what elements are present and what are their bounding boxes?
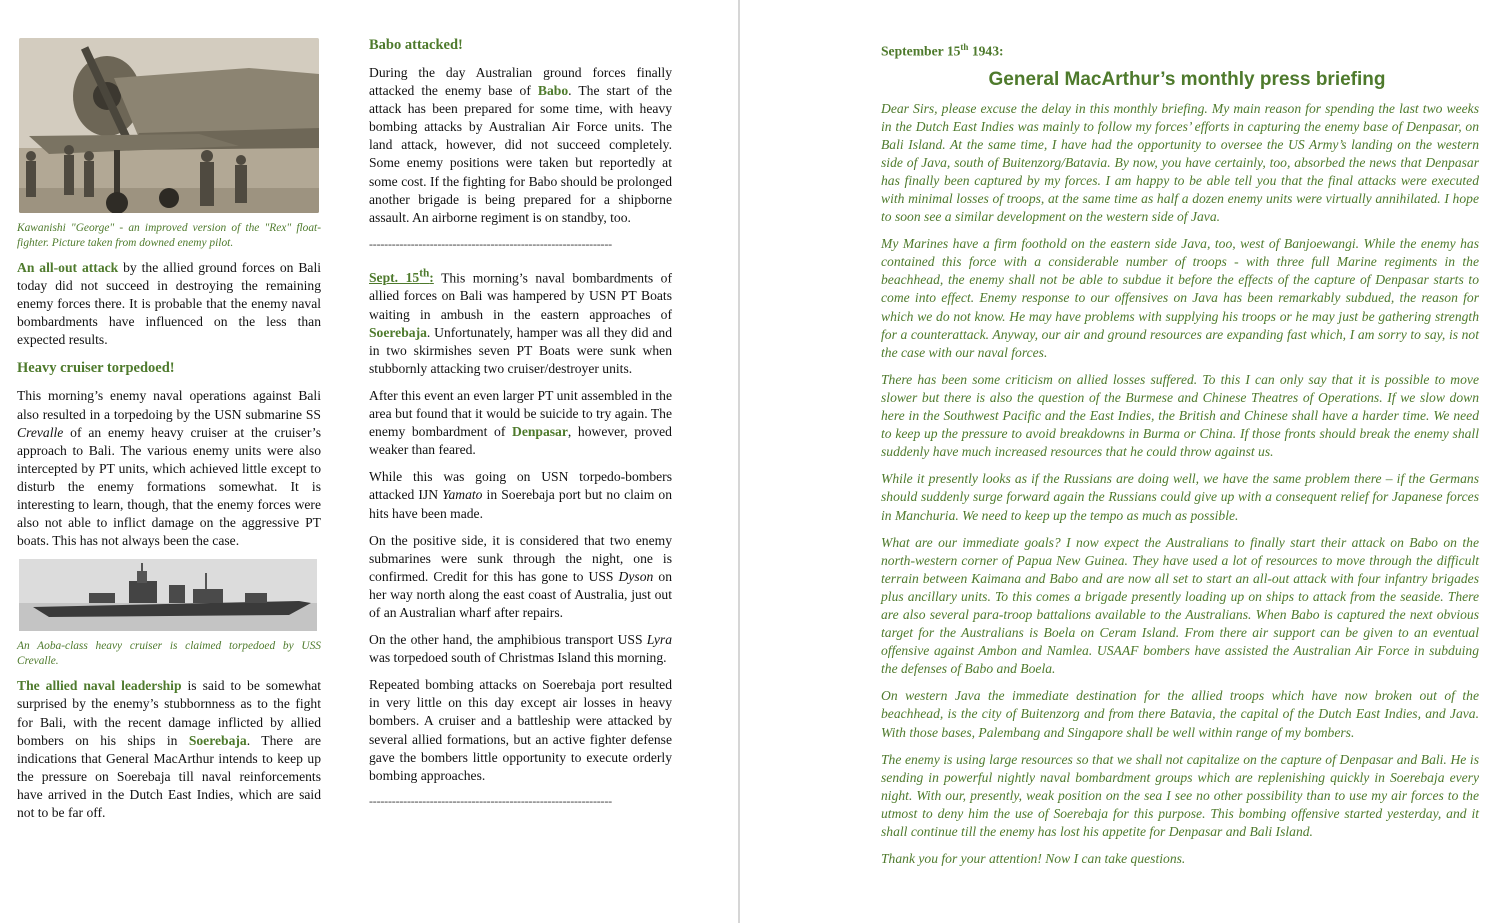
- sept15-date-label: Sept. 15: [369, 270, 420, 286]
- heavy-cruiser-paragraph: [17, 387, 321, 550]
- cruiser-photo: [19, 559, 317, 631]
- pt-unit-text-a: After this event an even larger PT unit assembled in the area but found that it would be suicide to try again. The enemy bombardment of: [369, 387, 672, 440]
- soerebaja-name-2: Soerebaja: [369, 324, 427, 340]
- briefing-paragraph: While it presently looks as if the Russians are doing well, we have the same problem there – if the Germans should suddenly surge forward again the Russians could give up with a consequent relief for Japanese forces in Manchuria. We need to keep up the tempo as much as possible.: [881, 471, 1479, 523]
- cruiser-illustration: [19, 559, 317, 631]
- yamato-name: Yamato: [442, 487, 483, 503]
- allout-attack-paragraph: [17, 259, 321, 349]
- briefing-date-year: 1943:: [968, 43, 1004, 59]
- allout-attack-lead: An all-out attack: [17, 260, 119, 275]
- cruiser-caption: An Aoba-class heavy cruiser is claimed torpedoed by USS Crevalle.: [17, 640, 321, 668]
- aircraft-caption: Kawanishi "George" - an improved version of the "Rex" float-fighter. Picture taken from downed enemy pilot.: [17, 222, 321, 249]
- heavy-cruiser-text-b: of an enemy heavy cruiser at the cruiser’s approach to Bali. The various enemy units were also intercepted by PT units, which achieved little except to disturb the enemy formations somewhat. It is interesting to learn, though, that the enemy forces were also not able to inflict damage on the aggressive PT boats. This has not always been the case.: [17, 424, 321, 549]
- sept15-text-a: This morning’s naval bombardments of allied forces on Bali was hampered by USN PT Boats waiting in ambush in the eastern approaches of: [369, 270, 672, 322]
- naval-leadership-lead: The allied naval leadership: [17, 678, 182, 694]
- heavy-cruiser-heading: Heavy cruiser torpedoed!: [17, 360, 175, 377]
- submarines-text-b: on her way north along the east coast of Australia, just out of an Australian wharf after repairs.: [369, 568, 672, 620]
- aircraft-photo: [19, 38, 319, 213]
- briefing-title: General MacArthur’s monthly press briefing: [988, 68, 1386, 90]
- babo-heading: Babo attacked!: [369, 37, 463, 53]
- lyra-paragraph: [369, 631, 672, 667]
- briefing-closing: Thank you for your attention! Now I can take questions.: [881, 851, 1186, 867]
- briefing-date: [881, 42, 1479, 60]
- bombing-paragraph: Repeated bombing attacks on Soerebaja port resulted in very little on this day except air losses in heavy bombers. A cruiser and a battleship were attacked by several allied formations, but an active fighter defense gave the bombers little opportunity to execute orderly bombing approaches.: [369, 677, 672, 783]
- briefing-paragraph: The enemy is using large resources so that we shall not capitalize on the capture of Denpasar and Bali. He is sending in powerful nightly naval bombardment groups which are replenishing quickly in Soerebaja every night. With our, presently, weak position on the sea I see no other possibility than to use my air forces to the utmost to deny him the use of Soerebaja for this purpose. This bombing offensive started yesterday, and it shall continue till the enemy has lost his appetite for Denpasar and Bali Island.: [881, 751, 1479, 839]
- right-column: [369, 36, 672, 822]
- sept15-text-b: . Unfortunately, hamper was all they did and in two skirmishes seven PT Boats were sunk when stubbornly attacking two cruiser/destroyer units.: [369, 324, 672, 376]
- briefing-paragraph: What are our immediate goals? I now expect the Australians to finally start their attack on Babo on the north-western corner of Papua New Guinea. They have used a lot of resources to move through the difficult terrain between Kaimana and Babo and are now all set to start an all-out attack with four infantry brigades plus ancillary units. To this comes a brigade presently loading up on ships to attack from the seaside. There are also several para-troop battalions available to the Australians. When Babo is captured the next obvious target for the Australians is Boela on Ceram Island. From there air support can be given to an eventual offensive against Ambon and Namlea. USAAF bombers have assisted the Australian Air Force in subduing the defenses of Babo and Boela.: [881, 534, 1479, 677]
- sept15-date-colon: :: [429, 270, 434, 286]
- dyson-name: Dyson: [618, 568, 654, 584]
- briefing-paragraph: My Marines have a firm foothold on the eastern side Java, too, west of Banjoewangi. While the enemy has contained this force with a considerable number of troops - with three full Marine regiments in the beachhead, the enemy shall not be able to subdue it before the effects of the capture of Denpasar starts to come into effect. Enemy response to our offensives on Java has been remarkably subdued, the reason for which we do not know. He may have problems with supplying his troops or he may just be gathering strength for a counterattack. Anyway, our air and ground resources are expanding fast which, I am sorry to say, is not the case with our naval forces.: [881, 236, 1479, 360]
- briefing-paragraph: There has been some criticism on allied losses suffered. To this I can only say that it is possible to move slower but there is also the question of the Burmese and Chinese Theatres of Operations. If we slow down here in the Southwest Pacific and the East Indies, the British and Chinese shall have a harder time. We need to keep up the pressure to avoid breakdowns in Burma or China. If those fronts should break the enemy shall suddenly have much increased resources that he could throw against us.: [881, 371, 1479, 460]
- yamato-text-a: While this was going on USN torpedo-bombers attacked IJN: [369, 469, 672, 503]
- sept15-date: [369, 267, 434, 286]
- left-column: [17, 38, 321, 831]
- babo-name: Babo: [537, 83, 569, 99]
- briefing-date-sup: th: [960, 42, 969, 52]
- lyra-text-a: On the other hand, the amphibious transport USS: [369, 632, 647, 648]
- right-page: [740, 0, 1503, 923]
- briefing-section: [881, 42, 1479, 877]
- briefing-paragraph: Dear Sirs, please excuse the delay in this monthly briefing. My main reason for spending the last two weeks in the Dutch East Indies was mainly to follow my forces’ efforts in capturing the enemy base of Denpasar, on Bali Island. At the same time, I have had the opportunity to oversee the US Army’s landing on the western side of Java, south of Buitenzorg/Batavia. By now, you have certainly, too, absorbed the news that Denpasar has finally been captured by my forces. I am happy to be able tell you that the final attacks were executed with minimal losses of troops, at the same time as half a dozen enemy units were virtually annihilated. I hope to soon see a similar development on the western side of Java.: [881, 100, 1479, 225]
- sept15-paragraph: [369, 265, 672, 378]
- aircraft-illustration: [19, 38, 319, 213]
- denpasar-name: Denpasar: [512, 424, 568, 440]
- naval-leadership-text-a: is said to be somewhat surprised by the enemy’s stubbornness as to the fight for Bali, with the recent damage inflicted by allied bombers on his ships in: [17, 678, 321, 748]
- submarines-paragraph: [369, 532, 672, 622]
- briefing-paragraph: On western Java the immediate destination for the allied troops which have now broken out of the beachhead, is the city of Buitenzorg and from there Batavia, the capital of the Dutch East Indies, and Java. With those bases, Palembang and Singapore shall be well within range of my bombers.: [881, 688, 1479, 740]
- lyra-text-b: was torpedoed south of Christmas Island this morning.: [369, 650, 667, 666]
- pt-unit-text-b: , however, proved weaker than feared.: [369, 424, 672, 458]
- separator-line-end: ----------------------------------------------------------------: [369, 793, 612, 808]
- babo-text-a: During the day Australian ground forces finally attacked the enemy base of: [369, 65, 672, 99]
- sept15-date-sup: th: [419, 267, 430, 280]
- submarines-text-a: On the positive side, it is considered that two enemy submarines were sunk through the night, one is confirmed. Credit for this has gone to USS: [369, 532, 672, 584]
- allout-attack-text: by the allied ground forces on Bali today did not succeed in destroying the remaining enemy forces there. It is probable that the enemy naval bombardments have influenced on the less than expected results.: [17, 260, 321, 348]
- babo-paragraph: [369, 64, 672, 227]
- separator-line: ----------------------------------------------------------------: [369, 236, 612, 251]
- briefing-date-text: September 15: [881, 43, 961, 59]
- pt-unit-paragraph: [369, 387, 672, 459]
- left-page: [0, 0, 738, 923]
- babo-text-b: . The start of the attack has been prepared for some time, with heavy bombing attacks by Australian Air Force units. The land attack, however, did not succeed completely. Some enemy positions were taken but reportedly at some cost. If the fighting for Babo should be prolonged another brigade is being prepared for a shipborne assault. An airborne regiment is on standby, too.: [369, 83, 673, 225]
- yamato-text-b: in Soerebaja port but no claim on hits have been made.: [369, 487, 673, 521]
- heavy-cruiser-text-a: This morning’s enemy naval operations against Bali also resulted in a torpedoing by the USN submarine SS: [17, 388, 321, 422]
- lyra-name: Lyra: [646, 632, 672, 648]
- soerebaja-name: Soerebaja: [188, 732, 247, 748]
- naval-leadership-paragraph: [17, 677, 321, 822]
- yamato-paragraph: [369, 468, 672, 522]
- crevalle-name: Crevalle: [17, 424, 64, 440]
- naval-leadership-text-b: . There are indications that General MacArthur intends to keep up the pressure on Soerebaja till naval reinforcements have arrived in the Dutch East Indies, which are said not to be far off.: [17, 732, 321, 820]
